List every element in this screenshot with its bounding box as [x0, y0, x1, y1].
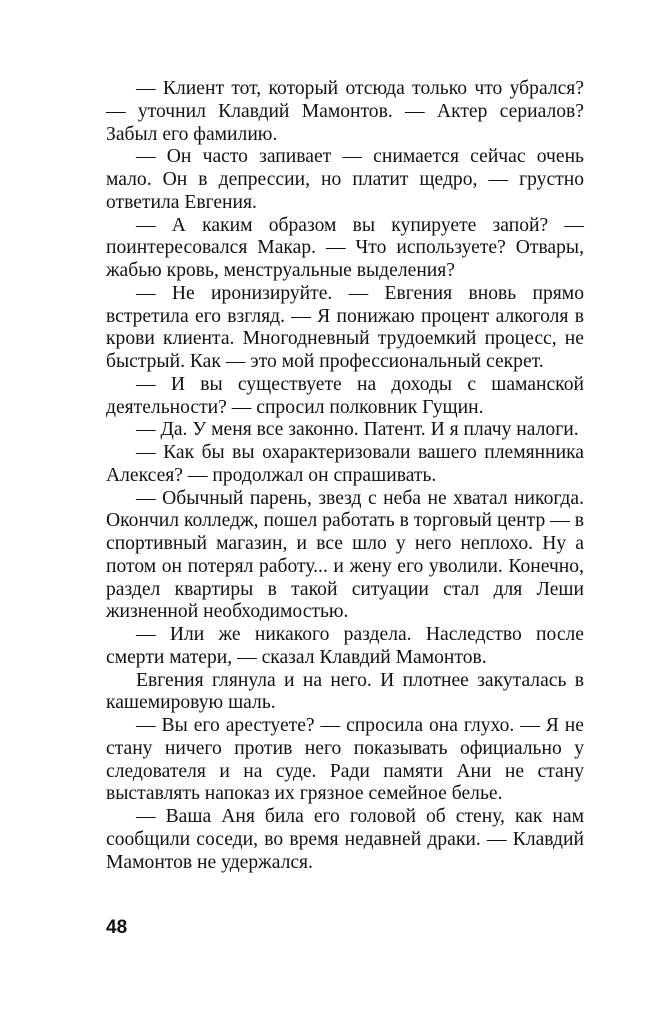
- paragraph-3: — А каким образом вы купируете запой? — поинтересовался Макар. — Что используете? Отвары, жабью кровь, менструальные выделения?: [106, 214, 584, 281]
- paragraph-12: — Ваша Аня била его головой об стену, как нам сообщили соседи, во время недавней драки. — Клавдий Мамонтов не удержался.: [106, 806, 584, 873]
- paragraph-8: — Обычный парень, звезд с неба не хватал никогда. Окончил колледж, пошел работать в торговый центр — в спортивный магазин, и все шло у него неплохо. Ну а потом он потерял работу... и жену его уволили. Конечно, раздел квартиры в такой ситуации стал для Леши жизненной необходимостью.: [106, 487, 584, 623]
- paragraph-7: — Как бы вы охарактеризовали вашего племянника Алексея? — продолжал он спрашивать.: [106, 442, 584, 486]
- paragraph-6: — Да. У меня все законно. Патент. И я плачу налоги.: [136, 419, 579, 441]
- paragraph-1: — Клиент тот, который отсюда только что убрался? — уточнил Клавдий Мамонтов. — Актер сериалов? Забыл его фамилию.: [106, 78, 584, 145]
- paragraph-10: Евгения глянула и на него. И плотнее закуталась в кашемировую шаль.: [106, 669, 584, 714]
- paragraph-4: — Не иронизируйте. — Евгения вновь прямо встретила его взгляд. — Я понижаю процент алкоголя в крови клиента. Многодневный трудоемкий процесс, не быстрый. Как — это мой профессиональный секрет.: [106, 282, 584, 372]
- paragraph-5: — И вы существуете на доходы с шаманской деятельности? — спросил полковник Гущин.: [106, 373, 584, 418]
- paragraph-11: — Вы его арестуете? — спросила она глухо. — Я не стану ничего против него показывать официально у следователя и на суде. Ради памяти Ани не стану выставлять напоказ их грязное семейное белье.: [106, 715, 584, 805]
- page-text: [106, 78, 584, 874]
- paragraph-2: — Он часто запивает — снимается сейчас очень мало. Он в депрессии, но платит щедро, — грустно ответила Евгения.: [106, 146, 584, 213]
- paragraph-9: — Или же никакого раздела. Наследство после смерти матери, — сказал Клавдий Мамонтов.: [106, 624, 584, 668]
- page-number: 48: [106, 917, 128, 938]
